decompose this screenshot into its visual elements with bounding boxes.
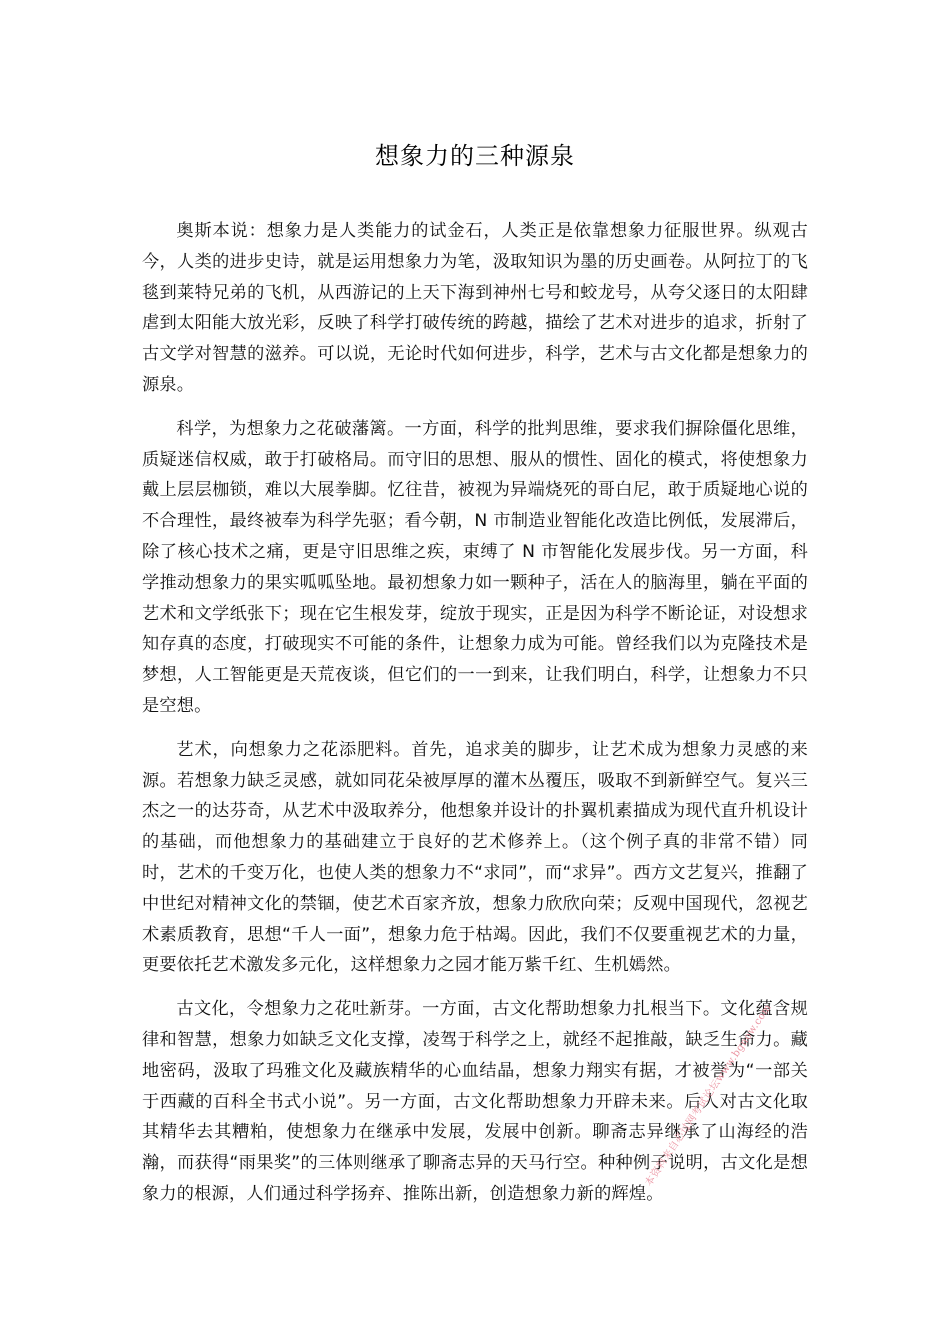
paragraph-art: 艺术，向想象力之花添肥料。首先，追求美的脚步，让艺术成为想象力灵感的来源。若想象力缺乏灵感，就如同花朵被厚厚的灌木丛覆压，吸取不到新鲜空气。复兴三杰之一的达芬奇，从艺术中汲取养分，他想象并设计的扑翼机素描成为现代直升机设计的基础，而他想象力的基础建立于良好的艺术修养上。（这个例子真的非常不错）同时，艺术的千变万化，也使人类的想象力不“求同”，而“求异”。西方文艺复兴，推翻了中世纪对精神文化的禁锢，使艺术百家齐放，想象力欣欣向荣；反观中国现代，忽视艺术素质教育，思想“千人一面”，想象力危于枯竭。因此，我们不仅要重视艺术的力量，更要依托艺术激发多元化，这样想象力之园才能万紫千红、生机嫣然。 [142, 739, 808, 976]
watermark: 本资料来自必过网考试论坛www.bgnow.com [643, 1002, 774, 1189]
essay-body [142, 216, 808, 1223]
paragraph-intro: 奥斯本说：想象力是人类能力的试金石，人类正是依靠想象力征服世界。纵观古今，人类的进步史诗，就是运用想象力为笔，汲取知识为墨的历史画卷。从阿拉丁的飞毯到莱特兄弟的飞机，从西游记的上天下海到神州七号和蛟龙号，从夸父逐日的太阳肆虐到太阳能大放光彩，反映了科学打破传统的跨越，描绘了艺术对进步的追求，折射了古文学对智慧的滋养。可以说，无论时代如何进步，科学，艺术与古文化都是想象力的源泉。 [142, 221, 808, 395]
paragraph-science: 科学，为想象力之花破藩篱。一方面，科学的批判思维，要求我们摒除僵化思维，质疑迷信权威，敢于打破格局。而守旧的思想、服从的惯性、固化的模式，将使想象力戴上层层枷锁，难以大展拳脚。忆往昔，被视为异端烧死的哥白尼，敢于质疑地心说的不合理性，最终被奉为科学先驱；看今朝，N 市制造业智能化改造比例低，发展滞后，除了核心技术之痛，更是守旧思维之疾，束缚了 N 市智能化发展步伐。另一方面，科学推动想象力的果实呱呱坠地。最初想象力如一颗种子，活在人的脑海里，躺在平面的艺术和文学纸张下；现在它生根发芽，绽放于现实，正是因为科学不断论证，对设想求知存真的态度，打破现实不可能的条件，让想象力成为可能。曾经我们以为克隆技术是梦想，人工智能更是天荒夜谈，但它们的一一到来，让我们明白，科学，让想象力不只是空想。 [142, 418, 808, 716]
paragraph-ancient-culture: 古文化，令想象力之花吐新芽。一方面，古文化帮助想象力扎根当下。文化蕴含规律和智慧，想象力如缺乏文化支撑，凌驾于科学之上，就经不起推敲，缺乏生命力。藏地密码，汲取了玛雅文化及藏族精华的心血结晶，想象力翔实有据，才被誉为“一部关于西藏的百科全书式小说”。另一方面，古文化帮助想象力开辟未来。后人对古文化取其精华去其糟粕，使想象力在继承中发展，发展中创新。聊斋志异继承了山海经的浩瀚，而获得“雨果奖”的三体则继承了聊斋志异的天马行空。种种例子说明，古文化是想象力的根源，人们通过科学扬弃、推陈出新，创造想象力新的辉煌。 [142, 999, 808, 1204]
page-title: 想象力的三种源泉 [375, 142, 575, 170]
